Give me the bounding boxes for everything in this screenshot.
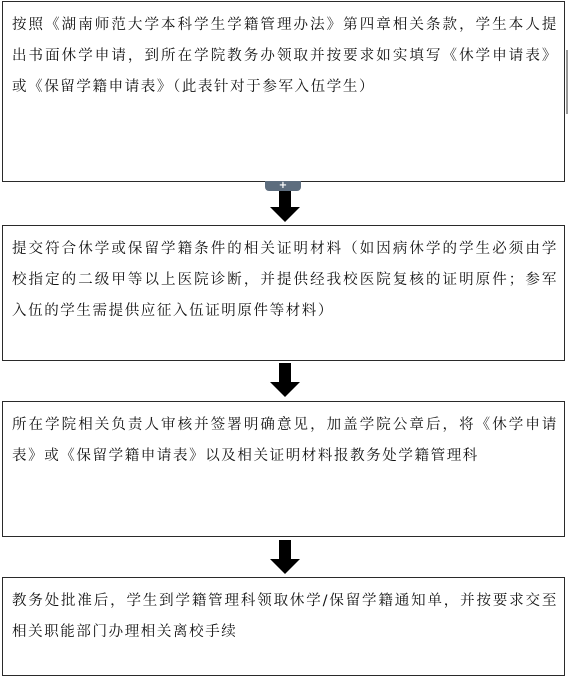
step-2-box [2, 225, 565, 361]
insert-row-button[interactable]: + [265, 181, 301, 191]
step-1-text: 按照《湖南师范大学本科学生学籍管理办法》第四章相关条款，学生本人提出书面休学申请，到所在学院教务办领取并按要求如实填写《休学申请表》或《保留学籍申请表》（此表针对于参军入伍学生） [12, 17, 558, 95]
arrow-down-icon [270, 363, 300, 397]
step-4-box [2, 577, 565, 676]
step-2-text: 提交符合休学或保留学籍条件的相关证明材料（如因病休学的学生必须由学校指定的二级甲等以上医院诊断，并提供经我校医院复核的证明原件；参军入伍的学生需提供应征入伍证明原件等材料） [12, 241, 558, 319]
arrow-down-icon [270, 540, 300, 574]
step-1-box [2, 1, 565, 182]
step-4-text: 教务处批准后，学生到学籍管理科领取休学/保留学籍通知单，并按要求交至相关职能部门办理相关离校手续 [12, 593, 558, 640]
arrow-down-icon [270, 191, 300, 222]
step-3-box [2, 401, 565, 537]
step-3-text: 所在学院相关负责人审核并签署明确意见，加盖学院公章后，将《休学申请表》或《保留学籍申请表》以及相关证明材料报教务处学籍管理科 [12, 417, 558, 464]
scroll-marker[interactable] [566, 50, 568, 114]
